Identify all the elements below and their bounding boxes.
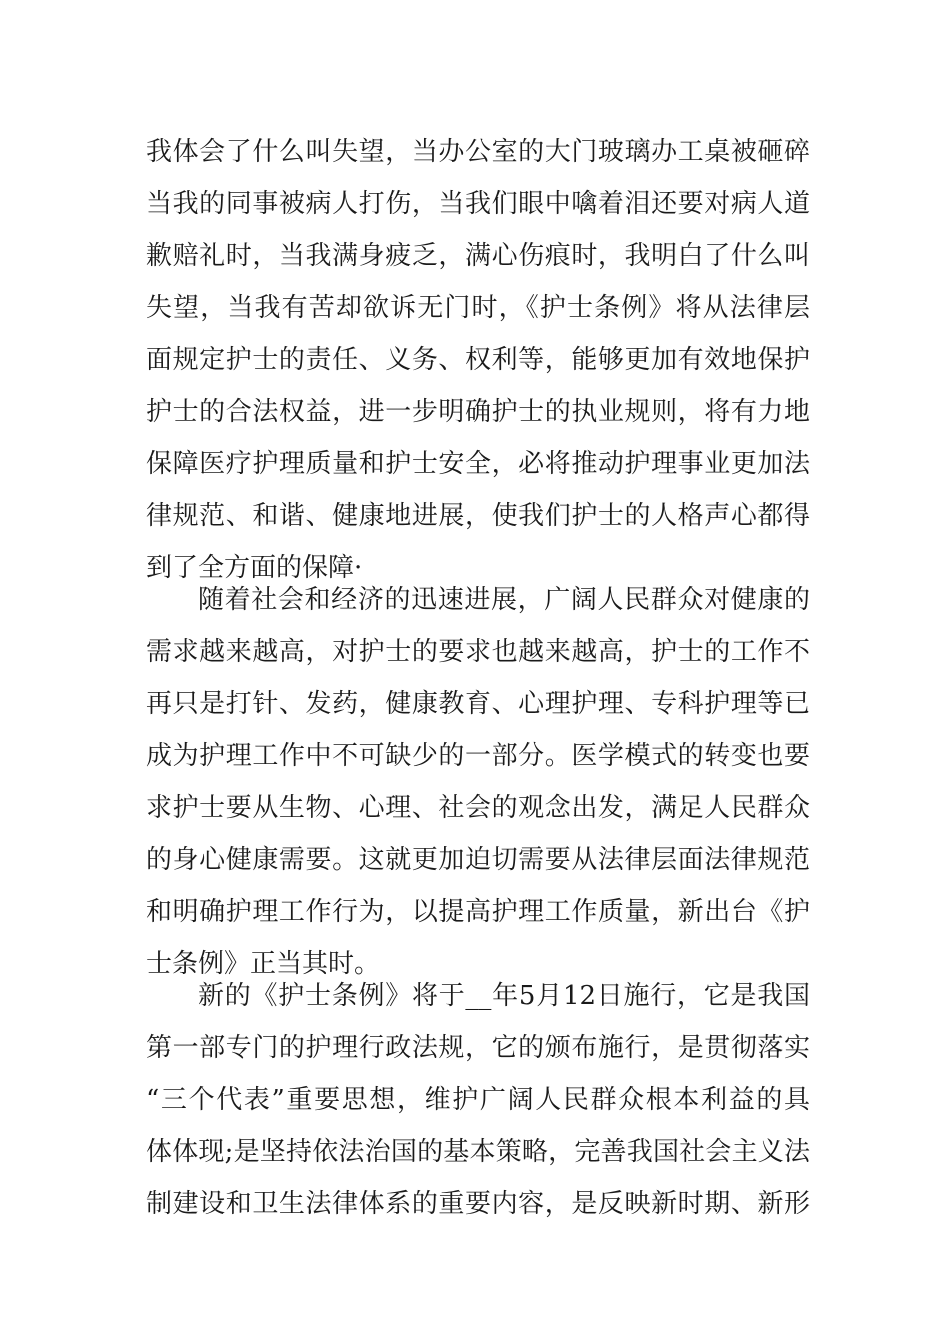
paragraph-line: 歉赔礼时，当我满身疲乏，满心伤痕时，我明白了什么叫 bbox=[146, 241, 810, 271]
paragraph-3 bbox=[146, 970, 810, 1230]
paragraph-line: 再只是打针、发药，健康教育、心理护理、专科护理等已 bbox=[146, 689, 810, 719]
paragraph-line: 成为护理工作中不可缺少的一部分。医学模式的转变也要 bbox=[146, 741, 810, 771]
paragraph-line: “三个代表”重要思想，维护广阔人民群众根本利益的具 bbox=[146, 1085, 810, 1115]
paragraph-line: 士条例》正当其时。 bbox=[146, 949, 381, 979]
paragraph-line: 面规定护士的责任、义务、权利等，能够更加有效地保护 bbox=[146, 345, 810, 375]
paragraph-line: 保障医疗护理质量和护士安全，必将推动护理事业更加法 bbox=[146, 449, 810, 479]
paragraph-line: 体体现;是坚持依法治国的基本策略，完善我国社会主义法 bbox=[146, 1137, 810, 1167]
paragraph-line: 的身心健康需要。这就更加迫切需要从法律层面法律规范 bbox=[146, 845, 810, 875]
paragraph-line: 律规范、和谐、健康地进展，使我们护士的人格声心都得 bbox=[146, 501, 810, 531]
paragraph-line: 失望，当我有苦却欲诉无门时，《护士条例》将从法律层 bbox=[146, 293, 810, 323]
paragraph-line: 当我的同事被病人打伤，当我们眼中噙着泪还要对病人道 bbox=[146, 189, 810, 219]
paragraph-line: 第一部专门的护理行政法规，它的颁布施行，是贯彻落实 bbox=[146, 1033, 810, 1063]
paragraph-1 bbox=[146, 126, 810, 594]
paragraph-line: 和明确护理工作行为，以提高护理工作质量，新出台《护 bbox=[146, 897, 810, 927]
paragraph-line: 到了全方面的保障· bbox=[146, 553, 363, 583]
paragraph-line: 新的《护士条例》将于__年5月12日施行，它是我国 bbox=[198, 981, 810, 1011]
paragraph-line: 求护士要从生物、心理、社会的观念出发，满足人民群众 bbox=[146, 793, 810, 823]
paragraph-line: 我体会了什么叫失望，当办公室的大门玻璃办工桌被砸碎 bbox=[146, 137, 810, 167]
paragraph-line: 需求越来越高，对护士的要求也越来越高，护士的工作不 bbox=[146, 637, 810, 667]
paragraph-line: 制建设和卫生法律体系的重要内容，是反映新时期、新形 bbox=[146, 1189, 810, 1219]
paragraph-2 bbox=[146, 574, 810, 990]
paragraph-line: 护士的合法权益，进一步明确护士的执业规则，将有力地 bbox=[146, 397, 810, 427]
paragraph-line: 随着社会和经济的迅速进展，广阔人民群众对健康的 bbox=[198, 585, 810, 615]
